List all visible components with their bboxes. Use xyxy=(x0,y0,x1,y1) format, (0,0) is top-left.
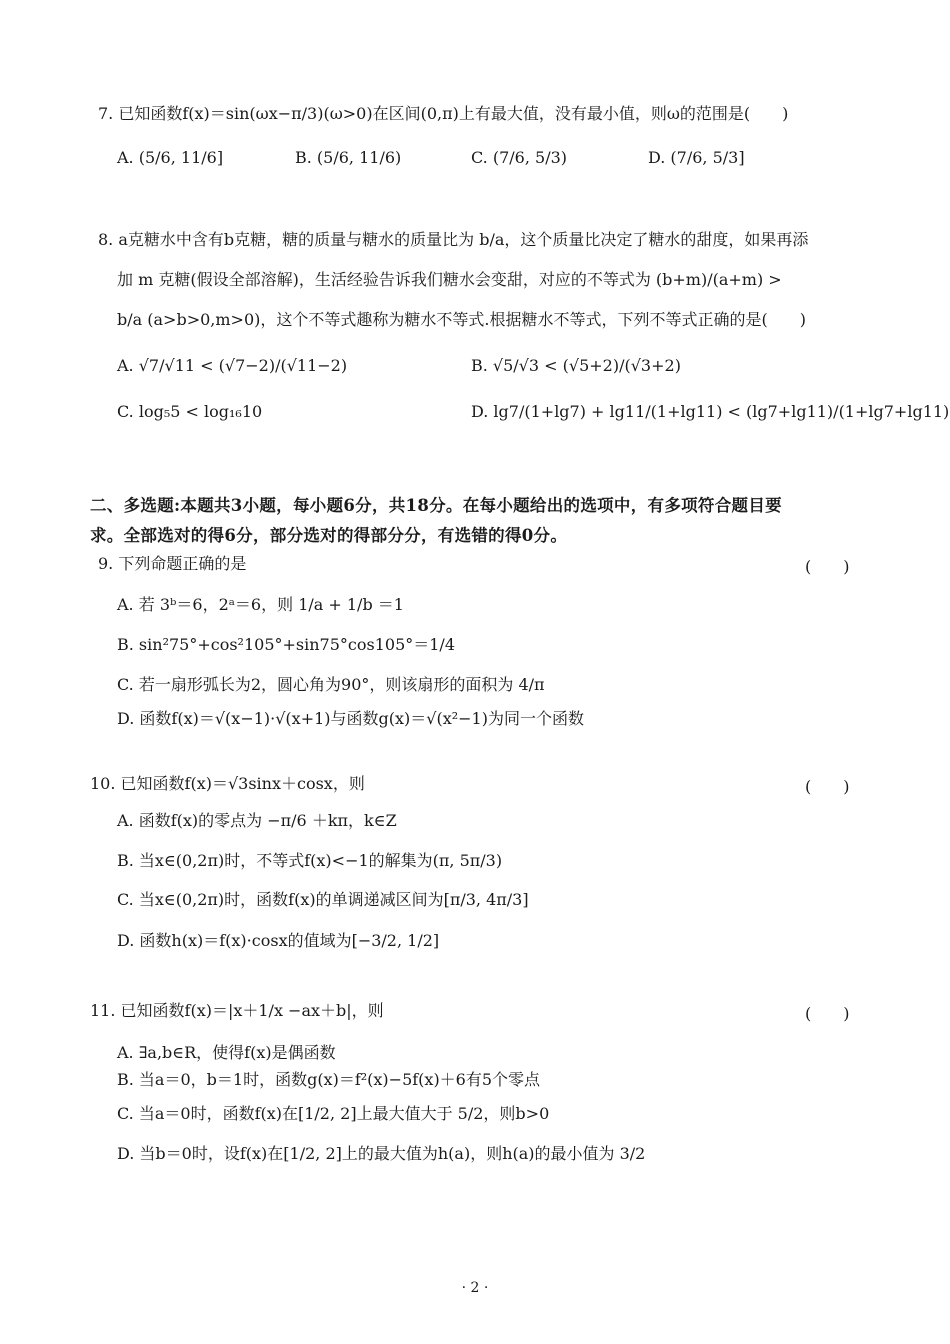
q9-answer-paren: ( ) xyxy=(805,557,850,576)
q8-stem-line-1: 8. a克糖水中含有b克糖，糖的质量与糖水的质量比为 b/a，这个质量比决定了糖水的甜度，如果再添 xyxy=(98,230,809,249)
q8-stem-line-2: 加 m 克糖(假设全部溶解)，生活经验告诉我们糖水会变甜，对应的不等式为 (b+m)/(a+m) > xyxy=(117,270,782,289)
q8-option-d: D. lg7/(1+lg7) + lg11/(1+lg11) < (lg7+lg11)/(1+lg7+lg11) xyxy=(471,402,950,421)
q10-option-b: B. 当x∈(0,2π)时，不等式f(x)<−1的解集为(π, 5π/3) xyxy=(117,851,503,870)
q10-option-d: D. 函数h(x)＝f(x)·cosx的值域为[−3/2, 1/2] xyxy=(117,931,440,950)
section-2-heading-line-2: 求。全部选对的得6分，部分选对的得部分分，有选错的得0分。 xyxy=(90,526,568,545)
q10-answer-paren: ( ) xyxy=(805,777,850,796)
q10-option-a: A. 函数f(x)的零点为 −π/6 ＋kπ，k∈Z xyxy=(117,811,397,830)
q8-option-a: A. √7/√11 < (√7−2)/(√11−2) xyxy=(117,356,348,375)
q8-stem-line-3: b/a (a>b>0,m>0)，这个不等式趣称为糖水不等式.根据糖水不等式，下列不等式正确的是( ) xyxy=(117,310,806,329)
q9-option-d: D. 函数f(x)＝√(x−1)·√(x+1)与函数g(x)＝√(x²−1)为同一个函数 xyxy=(117,709,584,728)
q10-option-c: C. 当x∈(0,2π)时，函数f(x)的单调递减区间为[π/3, 4π/3] xyxy=(117,890,529,909)
q8-option-c: C. log₅5 < log₁₆10 xyxy=(117,402,263,421)
section-2-heading-line-1: 二、多选题:本题共3小题，每小题6分，共18分。在每小题给出的选项中，有多项符合题目要 xyxy=(90,496,782,515)
q9-option-b: B. sin²75°+cos²105°+sin75°cos105°＝1/4 xyxy=(117,635,455,654)
q11-answer-paren: ( ) xyxy=(805,1004,850,1023)
q7-option-c: C. (7/6, 5/3) xyxy=(471,148,567,167)
q11-option-c: C. 当a＝0时，函数f(x)在[1/2, 2]上最大值大于 5/2，则b>0 xyxy=(117,1104,550,1123)
q7-option-b: B. (5/6, 11/6) xyxy=(295,148,402,167)
q7-option-d: D. (7/6, 5/3] xyxy=(648,148,745,167)
q11-option-a: A. ∃a,b∈R，使得f(x)是偶函数 xyxy=(117,1043,336,1062)
q11-option-d: D. 当b＝0时，设f(x)在[1/2, 2]上的最大值为h(a)，则h(a)的最小值为 3/2 xyxy=(117,1144,646,1163)
q9-option-c: C. 若一扇形弧长为2，圆心角为90°，则该扇形的面积为 4/π xyxy=(117,675,545,694)
q9-option-a: A. 若 3ᵇ＝6，2ᵃ＝6，则 1/a + 1/b ＝1 xyxy=(117,595,404,614)
q10-stem: 10. 已知函数f(x)＝√3sinx＋cosx，则 xyxy=(90,774,365,793)
page-number: · 2 · xyxy=(461,1280,489,1296)
q8-option-b: B. √5/√3 < (√5+2)/(√3+2) xyxy=(471,356,681,375)
q7-stem: 7. 已知函数f(x)＝sin(ωx−π/3)(ω>0)在区间(0,π)上有最大值，没有最小值，则ω的范围是( ) xyxy=(98,104,789,123)
q9-stem: 9. 下列命题正确的是 xyxy=(98,554,247,573)
q11-option-b: B. 当a＝0，b＝1时，函数g(x)＝f²(x)−5f(x)＋6有5个零点 xyxy=(117,1070,541,1089)
q11-stem: 11. 已知函数f(x)＝|x＋1/x −ax＋b|，则 xyxy=(90,1001,384,1020)
q7-option-a: A. (5/6, 11/6] xyxy=(117,148,224,167)
